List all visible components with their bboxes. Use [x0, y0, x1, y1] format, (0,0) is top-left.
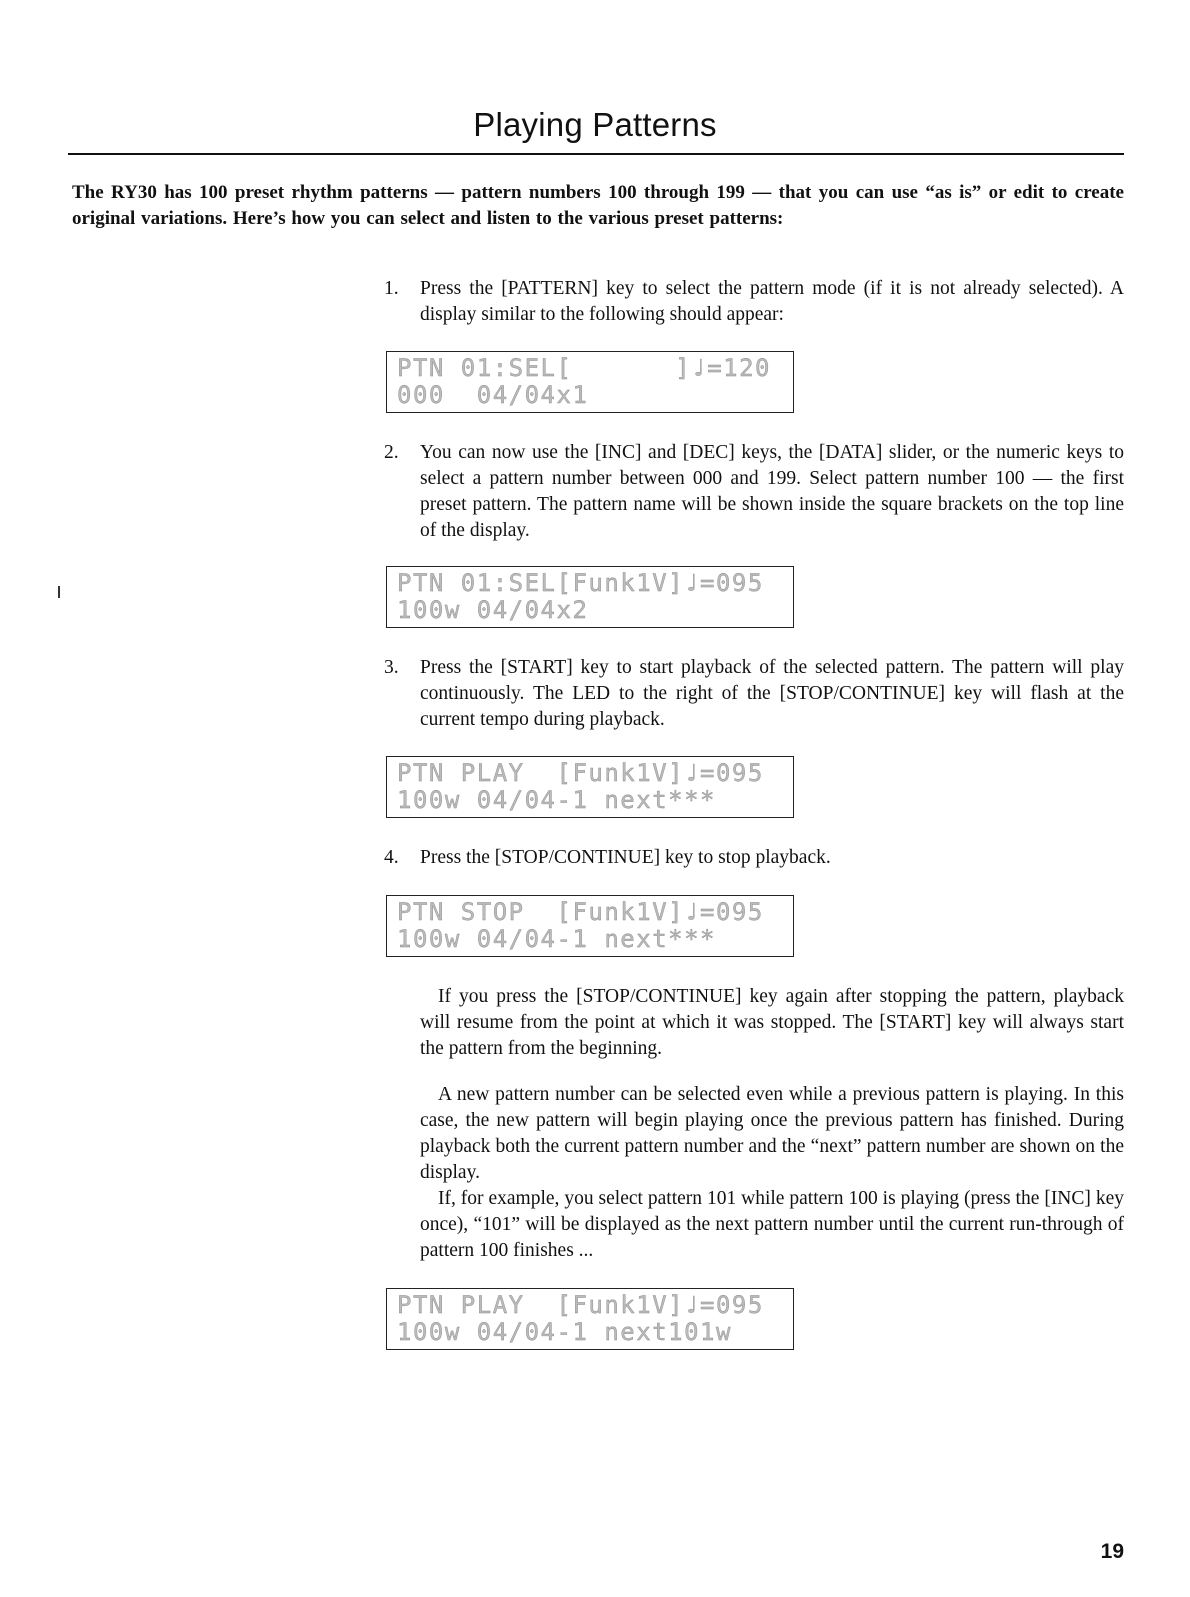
lcd-display-4 [386, 895, 794, 957]
step-text: Press the [START] key to start playback of the selected pattern. The pattern will play continuously. The LED to the right of the [STOP/CONTINUE] key will flash at the current tempo during playback. [420, 657, 1124, 730]
lcd-line-1: PTN STOP [Funk1V]♩=095 [397, 898, 764, 926]
lcd-line-1: PTN PLAY [Funk1V]♩=095 [397, 1291, 764, 1319]
lcd-line-2: 100w 04/04-1 next*** [397, 925, 716, 953]
paragraph-text: A new pattern number can be selected even while a previous pattern is playing. In this case, the new pattern will begin playing once the previous pattern has finished. During playback both the current pattern number and the “next” pattern number are shown on the display. [420, 1084, 1124, 1183]
step-3 [384, 655, 1124, 733]
step-number: 2. [384, 442, 399, 463]
margin-mark [58, 586, 60, 598]
lcd-line-1-right: ]♩=120 [675, 354, 771, 382]
paragraph-next-pattern [420, 1082, 1124, 1264]
lcd-display-5 [386, 1288, 794, 1350]
title-rule [68, 153, 1124, 155]
lcd-line-1: PTN PLAY [Funk1V]♩=095 [397, 759, 764, 787]
page-title: Playing Patterns [473, 106, 717, 143]
step-number: 1. [384, 278, 399, 299]
step-number: 3. [384, 657, 399, 678]
lcd-display-3 [386, 756, 794, 818]
step-text: Press the [PATTERN] key to select the pattern mode (if it is not already selected). A display similar to the following should appear: [420, 278, 1124, 325]
step-4 [384, 845, 1124, 871]
paragraph-text: If, for example, you select pattern 101 while pattern 100 is playing (press the [INC] key once), “101” will be displayed as the next pattern number until the current run-through of pattern 100 finishes ... [420, 1188, 1124, 1261]
page-number: 19 [1100, 1540, 1124, 1563]
lcd-line-2: 100w 04/04-1 next101w [397, 1318, 732, 1346]
lcd-line-1: PTN 01:SEL[ [397, 354, 573, 382]
step-number: 4. [384, 847, 399, 868]
lcd-line-2: 100w 04/04x2 [397, 596, 589, 624]
step-text: You can now use the [INC] and [DEC] keys, the [DATA] slider, or the numeric keys to select a pattern number between 000 and 199. Select pattern number 100 — the first preset pattern. The pattern name will be shown inside the square brackets on the top line of the display. [420, 442, 1124, 541]
intro-paragraph: The RY30 has 100 preset rhythm patterns — pattern numbers 100 through 199 — that you can use “as is” or edit to create original variations. Here’s how you can select and listen to the various preset patterns: [72, 182, 1124, 229]
lcd-display-1 [386, 351, 794, 413]
step-1 [384, 276, 1124, 328]
lcd-line-2: 000 04/04x1 [397, 381, 589, 409]
lcd-line-1: PTN 01:SEL[Funk1V]♩=095 [397, 569, 764, 597]
lcd-line-2: 100w 04/04-1 next*** [397, 786, 716, 814]
paragraph-resume [420, 984, 1124, 1062]
paragraph-text: If you press the [STOP/CONTINUE] key again after stopping the pattern, playback will resume from the point at which it was stopped. The [START] key will always start the pattern from the beginning. [420, 986, 1124, 1059]
lcd-display-2 [386, 566, 794, 628]
step-text: Press the [STOP/CONTINUE] key to stop playback. [420, 847, 831, 868]
step-2 [384, 440, 1124, 544]
